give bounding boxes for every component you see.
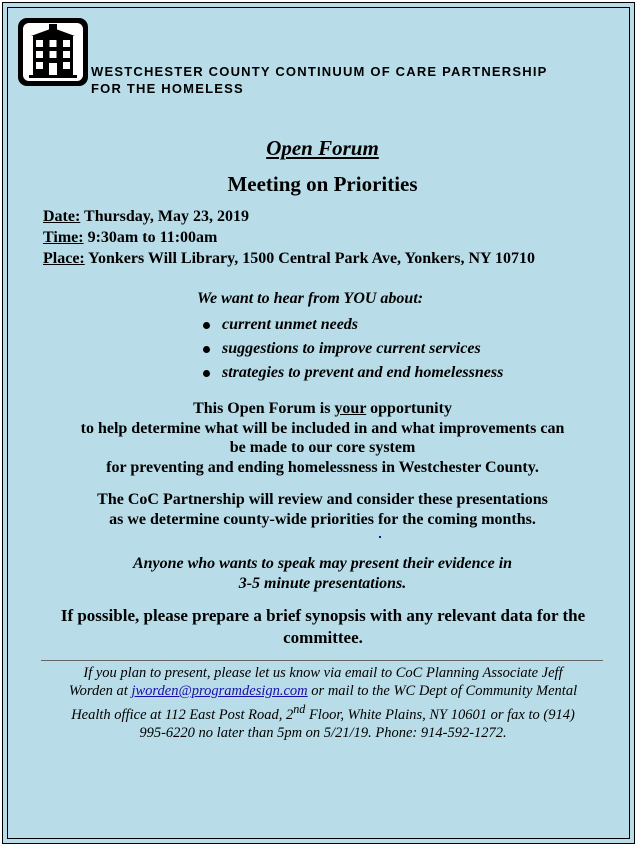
list-item: suggestions to improve current services (202, 337, 503, 361)
contact-paragraph (39, 664, 607, 742)
date-row (43, 206, 633, 227)
org-name-line-2: FOR THE HOMELESS (91, 81, 244, 96)
page-title: Open Forum (266, 136, 379, 160)
speak-line-2: 3-5 minute presentations. (238, 574, 407, 592)
review-line-2: as we determine county-wide priorities for the coming months. (109, 510, 536, 528)
organization-name (91, 63, 621, 97)
time-value: 9:30am to 11:00am (87, 229, 218, 246)
speak-line-1: Anyone who wants to speak may present their evidence in (132, 555, 513, 572)
contact-line-3 (39, 700, 607, 724)
list-item: strategies to prevent and end homelessness (202, 361, 503, 385)
page-subtitle: Meeting on Priorities (227, 172, 418, 196)
time-label: Time: (43, 229, 84, 246)
divider (41, 660, 603, 661)
email-link[interactable]: jworden@programdesign.com (131, 683, 308, 699)
speak-paragraph (3, 554, 639, 593)
building-graphic (23, 23, 83, 81)
address-text: Health office at 112 East Post Road, 2 (71, 706, 294, 723)
event-details (43, 206, 633, 269)
opportunity-text-end: opportunity (366, 400, 452, 417)
synopsis-line-2: committee. (283, 628, 363, 647)
opportunity-text: This Open Forum is (193, 400, 335, 417)
flyer-page (2, 2, 635, 844)
stray-dot (379, 536, 381, 538)
review-line-1: The CoC Partnership will review and consider these presentations (97, 491, 548, 508)
feedback-list (202, 313, 503, 385)
place-label: Place: (43, 250, 85, 267)
list-item: current unmet needs (202, 313, 503, 337)
org-name-line-1: WESTCHESTER COUNTY CONTINUUM OF CARE PARTNERSHIP (91, 64, 548, 79)
time-row (43, 227, 633, 248)
review-paragraph (3, 490, 639, 529)
synopsis-line-1: If possible, please prepare a brief synopsis with any relevant data for the (60, 606, 586, 625)
date-label: Date: (43, 208, 81, 225)
contact-text: Worden at (68, 683, 132, 699)
opportunity-line-2: to help determine what will be included in and what improvements can (80, 419, 565, 437)
place-value: Yonkers Will Library, 1500 Central Park Ave, Yonkers, NY 10710 (88, 250, 535, 267)
building-icon (18, 18, 88, 86)
address-text-end: Floor, White Plains, NY 10601 or fax to (914) (305, 706, 575, 723)
your-emphasis: your (334, 400, 367, 417)
opportunity-line-1 (3, 399, 639, 419)
date-value: Thursday, May 23, 2019 (84, 208, 249, 225)
contact-line-1: If you plan to present, please let us know via email to CoC Planning Associate Jeff (83, 665, 563, 681)
place-row (43, 248, 633, 269)
ordinal-suffix: nd (293, 702, 306, 716)
contact-line-2 (39, 682, 607, 700)
opportunity-paragraph (3, 399, 639, 477)
logo-background (23, 23, 83, 81)
feedback-heading: We want to hear from YOU about: (197, 290, 424, 307)
opportunity-line-4: for preventing and ending homelessness in Westchester County. (106, 458, 539, 476)
contact-line-4: 995-6220 no later than 5pm on 5/21/19. Phone: 914-592-1272. (139, 724, 507, 741)
contact-text-end: or mail to the WC Dept of Community Mental (307, 683, 578, 699)
synopsis-paragraph (33, 605, 613, 649)
opportunity-line-3: be made to our core system (229, 439, 416, 456)
